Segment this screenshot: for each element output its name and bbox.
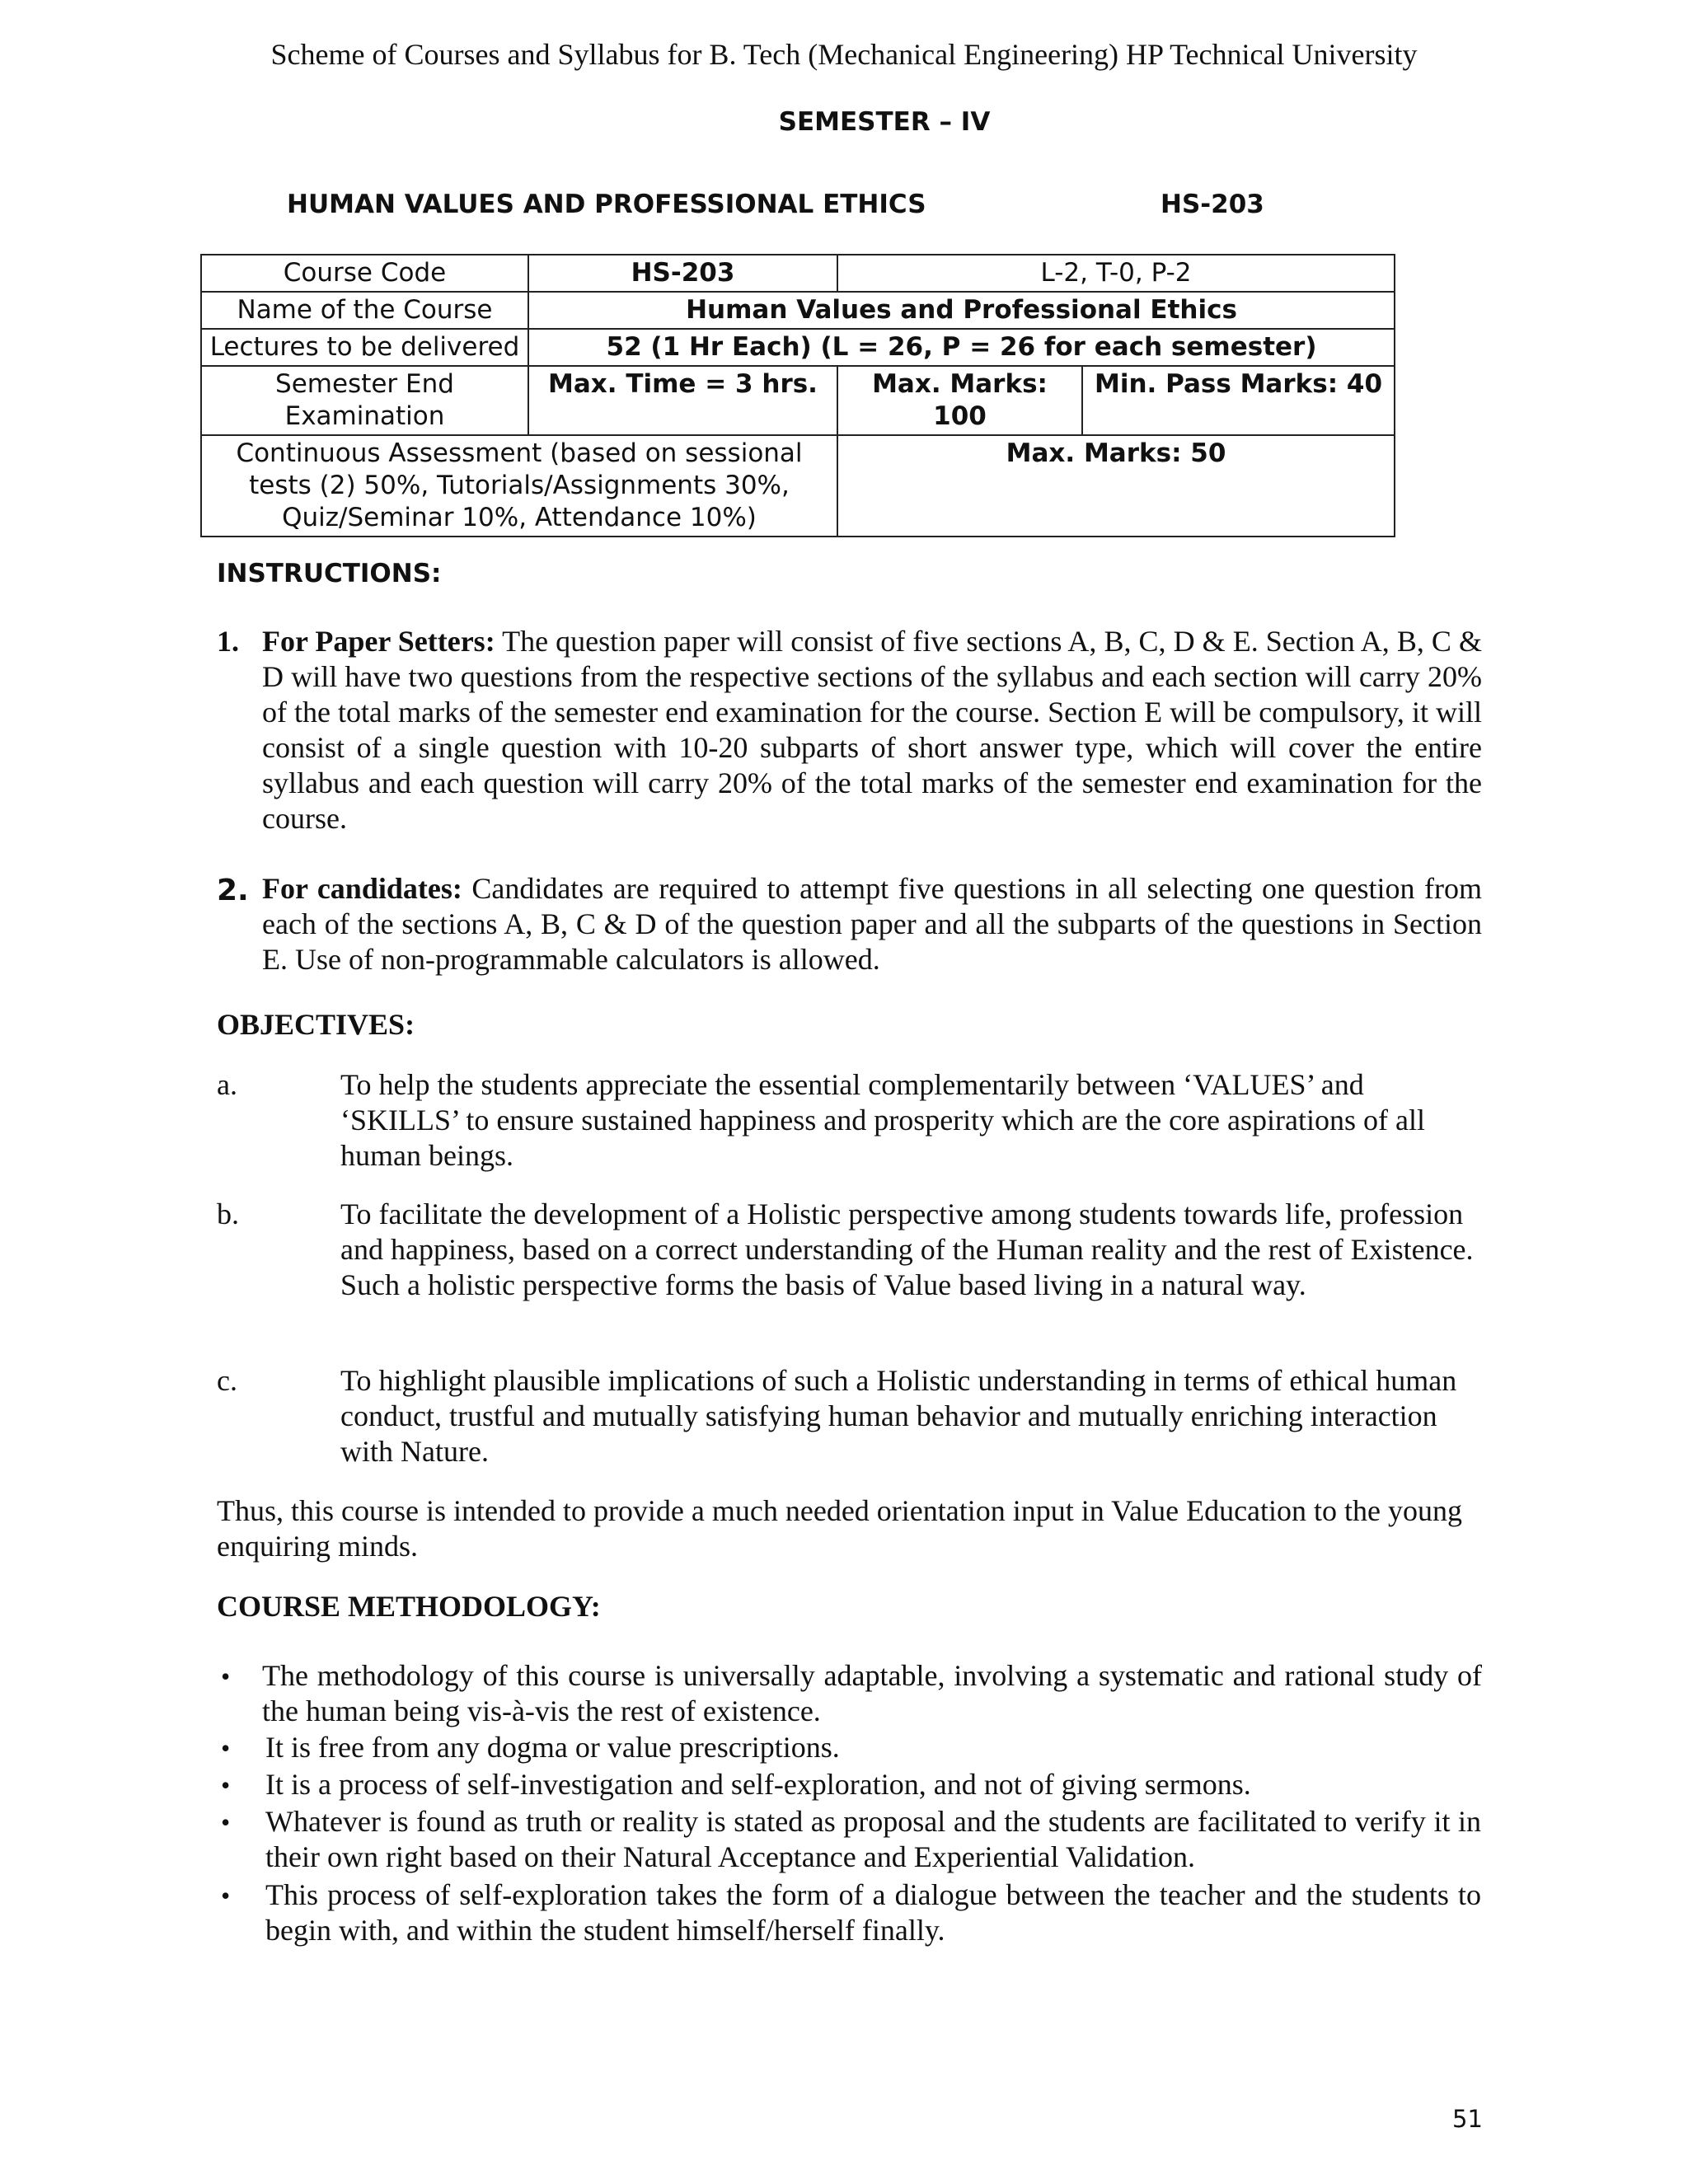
table-row [201, 292, 1395, 329]
page-number: 51 [1452, 2105, 1483, 2133]
instruction-text: The question paper will consist of five sections A, B, C, D & E. Section A, B, C & D will have two questions from the respective sections of the syllabus and each section will carry 20% of the total marks of the semester end examination for the course. Section E will be compulsory, it will consist of a single question with 10-20 subparts of short answer type, which will cover the entire syllabus and each question will carry 20% of the total marks of the semester end examination for the course. [262, 625, 1482, 835]
lectures-value: 52 (1 Hr Each) (L = 26, P = 26 for each semester) [528, 329, 1395, 366]
table-row [201, 435, 1395, 537]
methodology-title: COURSE METHODOLOGY: [217, 1590, 601, 1623]
methodology-item: It is free from any dogma or value prescriptions. [265, 1731, 840, 1764]
instruction-paper-setters [262, 624, 1482, 837]
course-code-value: HS-203 [528, 255, 837, 292]
instruction-text: Candidates are required to attempt five questions in all selecting one question from each of the sections A, B, C & D of the question paper and all the subparts of the questions in Section E. Use of non-programmable calculators is allowed. [262, 872, 1482, 976]
instruction-label: For Paper Setters: [262, 625, 495, 658]
course-code-label: Course Code [201, 255, 528, 292]
objective-text: To help the students appreciate the essential complementarily between ‘VALUES’ and ‘SKILLS’ to ensure sustained happiness and prosperity which are the core aspirations of all human beings. [340, 1068, 1425, 1172]
instructions-title: INSTRUCTIONS: [217, 559, 442, 588]
max-marks-value: Max. Marks: 100 [837, 366, 1082, 435]
bullet-icon: • [221, 1770, 231, 1800]
instruction-candidates [262, 871, 1482, 977]
objective-letter: a. [217, 1068, 237, 1101]
methodology-item: The methodology of this course is universally adaptable, involving a systematic and rational study of the human being vis-à-vis the rest of existence. [262, 1659, 1482, 1727]
course-heading-code: HS-203 [1160, 190, 1264, 219]
max-time-value: Max. Time = 3 hrs. [528, 366, 837, 435]
methodology-item: It is a process of self-investigation and self-exploration, and not of giving sermons. [265, 1768, 1251, 1801]
bullet-icon: • [221, 1661, 231, 1691]
table-row [201, 366, 1395, 435]
bullet-icon: • [221, 1881, 231, 1910]
running-header: Scheme of Courses and Syllabus for B. Tech (Mechanical Engineering) HP Technical University [270, 38, 1418, 71]
course-details-table [200, 254, 1395, 537]
bullet-icon: • [221, 1807, 231, 1837]
objectives-closing: Thus, this course is intended to provide a much needed orientation input in Value Education to the young enquiring minds. [217, 1494, 1463, 1563]
objective-letter: b. [217, 1197, 239, 1230]
ltp-value: L-2, T-0, P-2 [837, 255, 1395, 292]
course-heading-title: HUMAN VALUES AND PROFESSIONAL ETHICS [287, 190, 926, 219]
instruction-number: 1. [217, 625, 239, 658]
methodology-item: Whatever is found as truth or reality is stated as proposal and the students are facilitated to verify it in their own right based on their Natural Acceptance and Experiential Validation. [265, 1805, 1481, 1873]
instruction-number: 2. [217, 874, 249, 907]
course-name-value: Human Values and Professional Ethics [528, 292, 1395, 329]
instruction-label: For candidates: [262, 872, 462, 905]
objective-letter: c. [217, 1364, 237, 1397]
continuous-assessment-marks: Max. Marks: 50 [837, 435, 1395, 537]
table-row [201, 255, 1395, 292]
continuous-assessment-label: Continuous Assessment (based on sessional tests (2) 50%, Tutorials/Assignments 30%, Quiz/Seminar 10%, Attendance 10%) [201, 435, 837, 537]
methodology-item: This process of self-exploration takes the form of a dialogue between the teacher and the students to begin with, and within the student himself/herself finally. [265, 1878, 1481, 1947]
min-pass-marks-value: Min. Pass Marks: 40 [1082, 366, 1395, 435]
objective-text: To facilitate the development of a Holistic perspective among students towards life, profession and happiness, based on a correct understanding of the Human reality and the rest of Existence. Such a holistic perspective forms the basis of Value based living in a natural way. [340, 1197, 1474, 1301]
table-row [201, 329, 1395, 366]
course-name-label: Name of the Course [201, 292, 528, 329]
objective-text: To highlight plausible implications of such a Holistic understanding in terms of ethical human conduct, trustful and mutually satisfying human behavior and mutually enriching interaction with Nature. [340, 1364, 1457, 1468]
bullet-icon: • [221, 1733, 231, 1763]
objectives-title: OBJECTIVES: [217, 1008, 415, 1041]
lectures-label: Lectures to be delivered [201, 329, 528, 366]
exam-label: Semester End Examination [201, 366, 528, 435]
semester-title: SEMESTER – IV [778, 107, 991, 137]
